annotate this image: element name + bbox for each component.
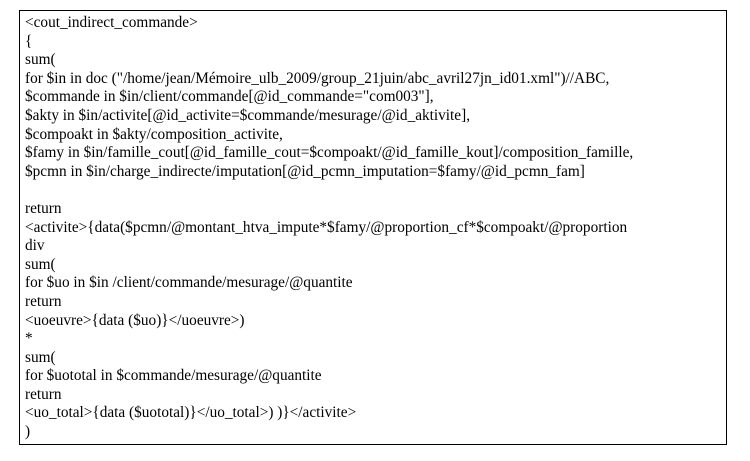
code-listing	[25, 14, 633, 442]
code-line: {	[25, 32, 33, 50]
code-line: sum(	[25, 51, 56, 69]
code-line: $commande in $in/client/commande[@id_commande="com003"],	[25, 88, 434, 106]
code-line: $pcmn in $in/charge_indirecte/imputation[@id_pcmn_imputation=$famy/@id_pcmn_fam]	[25, 162, 585, 180]
code-line: <uoeuvre>{data ($uo)}</uoeuvre>)	[25, 311, 245, 329]
code-line: <activite>{data($pcmn/@montant_htva_impute*$famy/@proportion_cf*$compoakt/@proportion	[25, 218, 628, 236]
code-line: return	[25, 385, 62, 403]
code-line: div	[25, 237, 45, 255]
code-line: $compoakt in $akty/composition_activite,	[25, 125, 283, 143]
code-line: *	[25, 330, 33, 348]
code-line: for $uo in $in /client/commande/mesurage/@quantite	[25, 274, 353, 292]
code-line: <cout_indirect_commande>	[25, 14, 198, 31]
code-line: for $uototal in $commande/mesurage/@quantite	[25, 367, 322, 385]
code-line: for $in in doc ("/home/jean/Mémoire_ulb_2009/group_21juin/abc_avril27jn_id01.xml")//ABC,	[25, 69, 610, 87]
code-line: )	[25, 423, 31, 441]
code-listing-box	[19, 10, 727, 445]
code-line: $famy in $in/famille_cout[@id_famille_cout=$compoakt/@id_famille_kout]/composition_famille,	[25, 144, 634, 162]
code-line: sum(	[25, 255, 56, 273]
code-line: <uo_total>{data ($uototal)}</uo_total>) )}</activite>	[25, 404, 357, 422]
code-line	[25, 181, 633, 200]
code-line: sum(	[25, 348, 56, 366]
code-line: return	[25, 199, 62, 217]
code-line: return	[25, 292, 62, 310]
code-line: $akty in $in/activite[@id_activite=$commande/mesurage/@id_aktivite],	[25, 106, 471, 124]
